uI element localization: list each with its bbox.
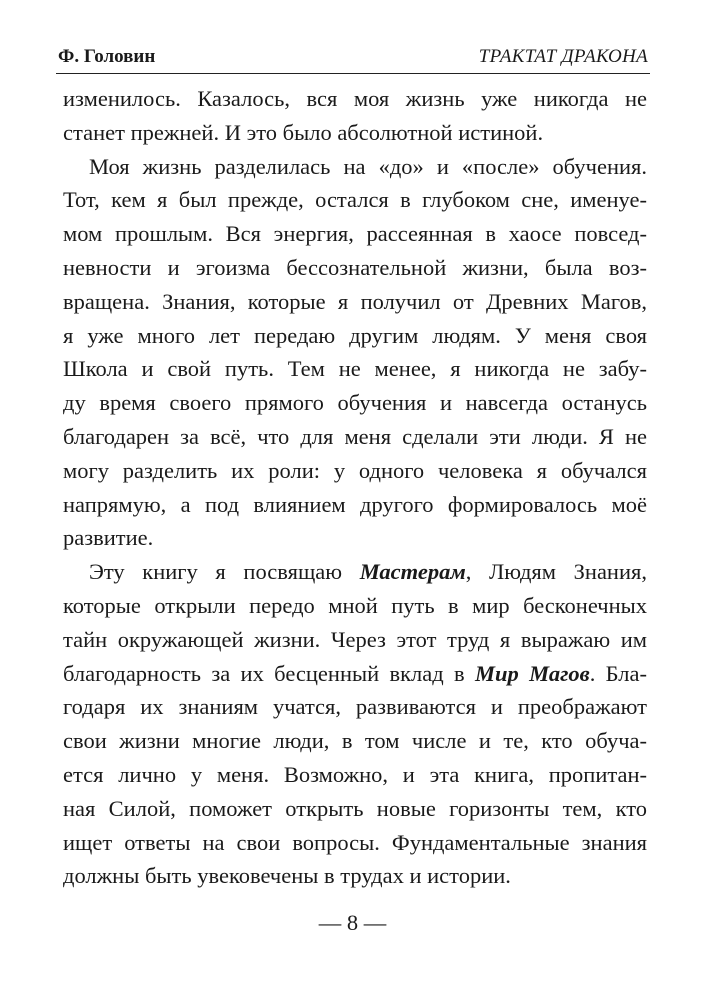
text-segment: Эту книгу я посвящаю bbox=[89, 559, 360, 585]
paragraph-2 bbox=[63, 150, 647, 556]
text-line bbox=[63, 555, 647, 589]
text-line: которые открыли передо мной путь в мир бесконечных bbox=[63, 592, 647, 618]
text-line bbox=[63, 657, 647, 691]
paragraph-3 bbox=[63, 555, 647, 893]
page-number: — 8 — bbox=[318, 910, 387, 935]
text-segment: благодарность за их бесценный вклад в bbox=[63, 660, 476, 686]
text-line-content: Моя жизнь разделилась на «до» и «после» обучения. bbox=[89, 153, 647, 179]
text-segment: , Людям Знания, bbox=[465, 559, 647, 585]
text-line: развитие. bbox=[63, 525, 154, 551]
text-line: должны быть увековечены в трудах и истории. bbox=[63, 863, 511, 889]
text-line bbox=[63, 150, 647, 184]
header-author: Ф. Головин bbox=[58, 46, 156, 67]
running-header bbox=[56, 42, 650, 72]
text-line: ется лично у меня. Возможно, и эта книга, пропитан- bbox=[63, 761, 647, 787]
body-text bbox=[63, 82, 647, 893]
text-line: Тот, кем я был прежде, остался в глубоком сне, именуе- bbox=[63, 187, 647, 213]
text-line: Школа и свой путь. Тем не менее, я никогда не забу- bbox=[63, 356, 647, 382]
text-line: ищет ответы на свои вопросы. Фундаментальные знания bbox=[63, 829, 647, 855]
header-book-title: ТРАКТАТ ДРАКОНА bbox=[478, 46, 648, 67]
text-line: невности и эгоизма бессознательной жизни, была воз- bbox=[63, 254, 647, 280]
text-segment: . Бла- bbox=[589, 660, 647, 686]
text-line: изменилось. Казалось, вся моя жизнь уже никогда не bbox=[63, 86, 647, 111]
text-line: благодарен за всё, что для меня сделали эти люди. Я не bbox=[63, 423, 647, 449]
text-line: мом прошлым. Вся энергия, рассеянная в хаосе повсед- bbox=[63, 221, 647, 247]
paragraph-1 bbox=[63, 82, 647, 150]
text-line: свои жизни многие люди, в том числе и те, кто обуча- bbox=[63, 728, 647, 754]
text-line: станет прежней. И это было абсолютной истиной. bbox=[63, 119, 544, 145]
text-line: могу разделить их роли: у одного человека я обучался bbox=[63, 457, 647, 483]
text-line: ная Силой, поможет открыть новые горизонты тем, кто bbox=[63, 795, 647, 821]
text-line: напрямую, а под влиянием другого формировалось моё bbox=[63, 491, 647, 517]
text-line: вращена. Знания, которые я получил от Древних Магов, bbox=[63, 288, 647, 314]
text-line: ду время своего прямого обучения и навсегда останусь bbox=[63, 390, 647, 416]
emphasis-masters: Мастерам bbox=[359, 559, 466, 585]
header-rule bbox=[56, 73, 650, 74]
text-line: я уже много лет передаю другим людям. У меня своя bbox=[63, 322, 647, 348]
text-line: тайн окружающей жизни. Через этот труд я выражаю им bbox=[63, 626, 647, 652]
emphasis-world-of-magi: Мир Магов bbox=[475, 660, 590, 686]
text-line: годаря их знаниям учатся, развиваются и преображают bbox=[63, 694, 647, 720]
